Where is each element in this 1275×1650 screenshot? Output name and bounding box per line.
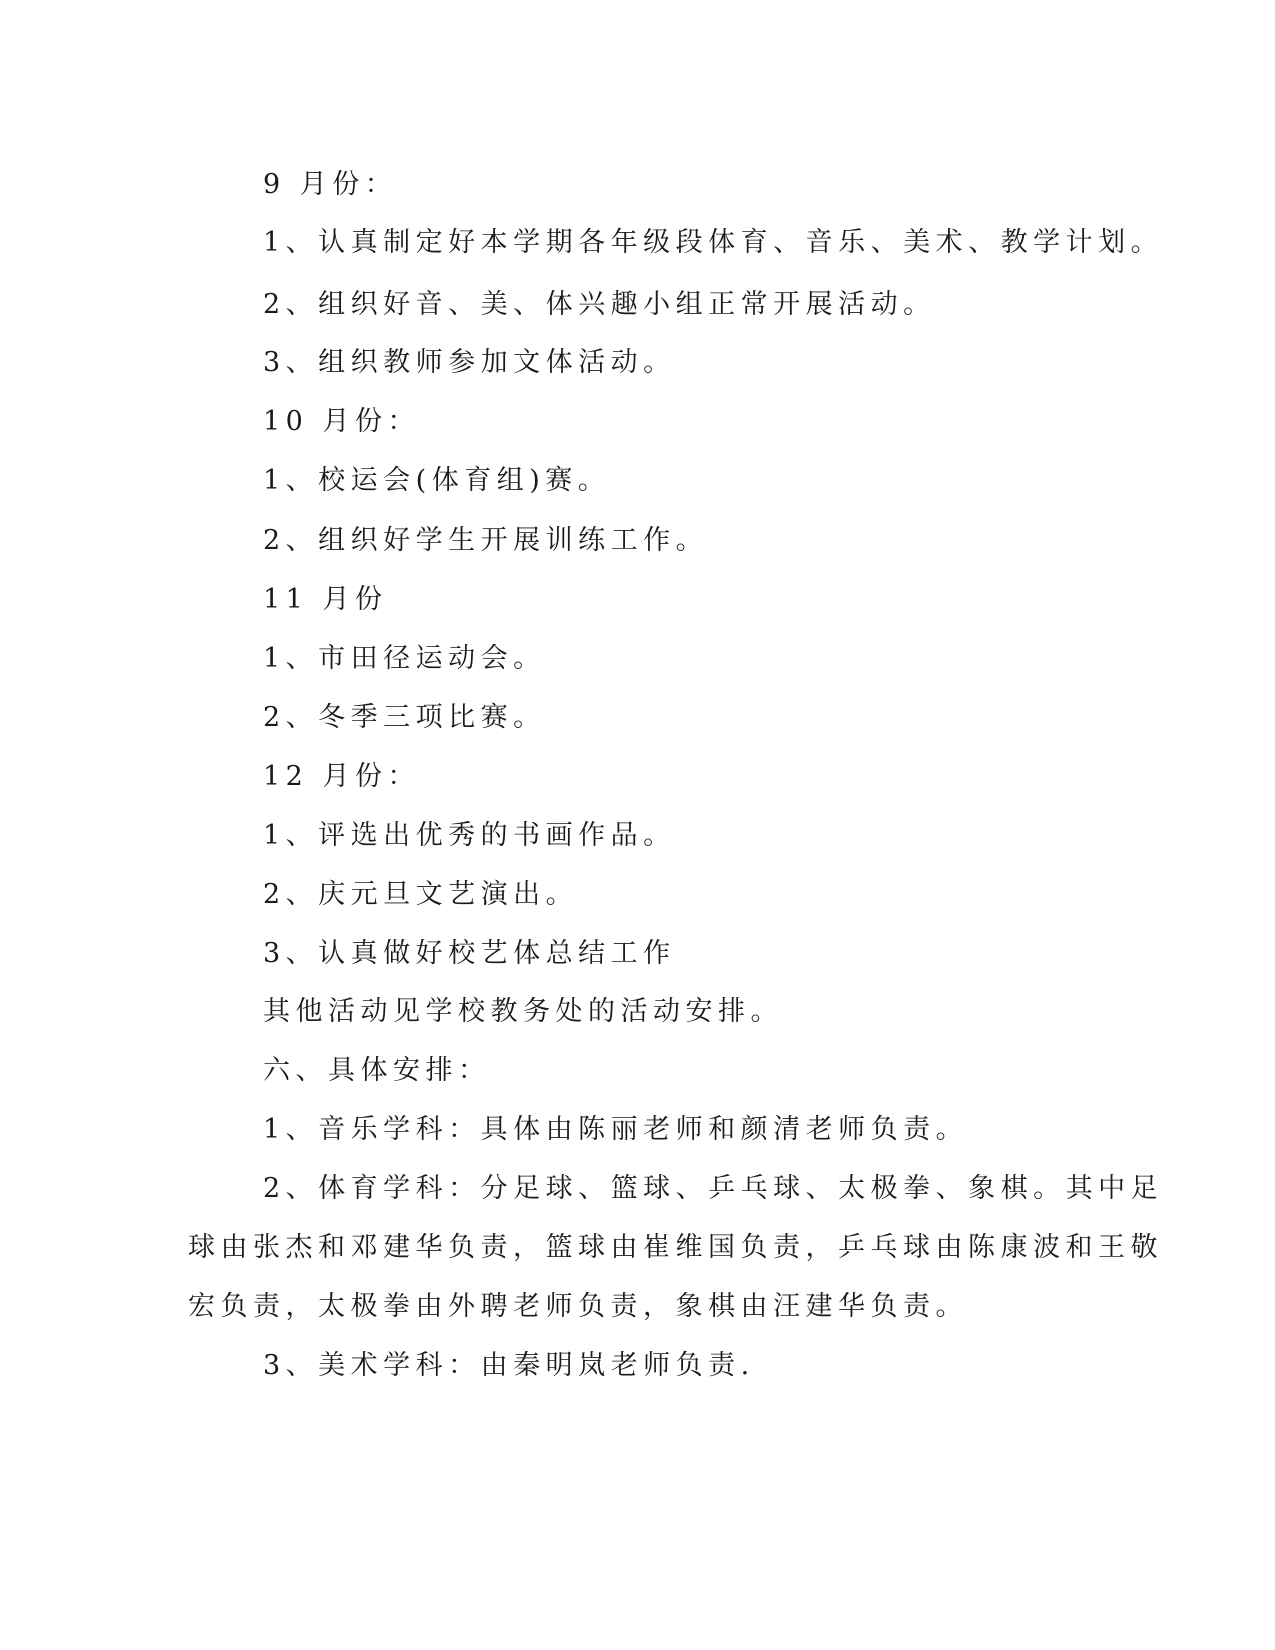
heading-december: 12 月份： — [263, 761, 420, 792]
arrangement-pe-line-3: 宏负责，太极拳由外聘老师负责，象棋由汪建华负责。 — [188, 1291, 968, 1322]
december-item-2: 2、庆元旦文艺演出。 — [263, 879, 579, 910]
arrangement-music: 1、音乐学科：具体由陈丽老师和颜清老师负责。 — [263, 1114, 969, 1145]
december-item-3: 3、认真做好校艺体总结工作 — [263, 938, 676, 969]
other-activities-note: 其他活动见学校教务处的活动安排。 — [263, 996, 783, 1027]
october-item-1: 1、校运会(体育组)赛。 — [263, 465, 611, 496]
heading-october: 10 月份： — [263, 406, 420, 437]
section-heading-arrangement: 六、具体安排： — [263, 1055, 491, 1086]
arrangement-pe-line-1: 2、体育学科：分足球、篮球、乒乓球、太极拳、象棋。其中足 — [263, 1173, 1164, 1204]
arrangement-art: 3、美术学科：由秦明岚老师负责. — [263, 1350, 755, 1381]
november-item-1: 1、市田径运动会。 — [263, 643, 546, 674]
arrangement-pe-line-2: 球由张杰和邓建华负责，篮球由崔维国负责，乒乓球由陈康波和王敬 — [188, 1232, 1163, 1263]
november-item-2: 2、冬季三项比赛。 — [263, 702, 546, 733]
december-item-1: 1、评选出优秀的书画作品。 — [263, 820, 676, 851]
september-item-2: 2、组织好音、美、体兴趣小组正常开展活动。 — [263, 289, 936, 320]
september-item-3: 3、组织教师参加文体活动。 — [263, 347, 676, 378]
heading-september: 9 月份： — [263, 169, 398, 200]
october-item-2: 2、组织好学生开展训练工作。 — [263, 525, 709, 556]
september-item-1: 1、认真制定好本学期各年级段体育、音乐、美术、教学计划。 — [263, 227, 1164, 258]
heading-november: 11 月份 — [263, 584, 388, 615]
